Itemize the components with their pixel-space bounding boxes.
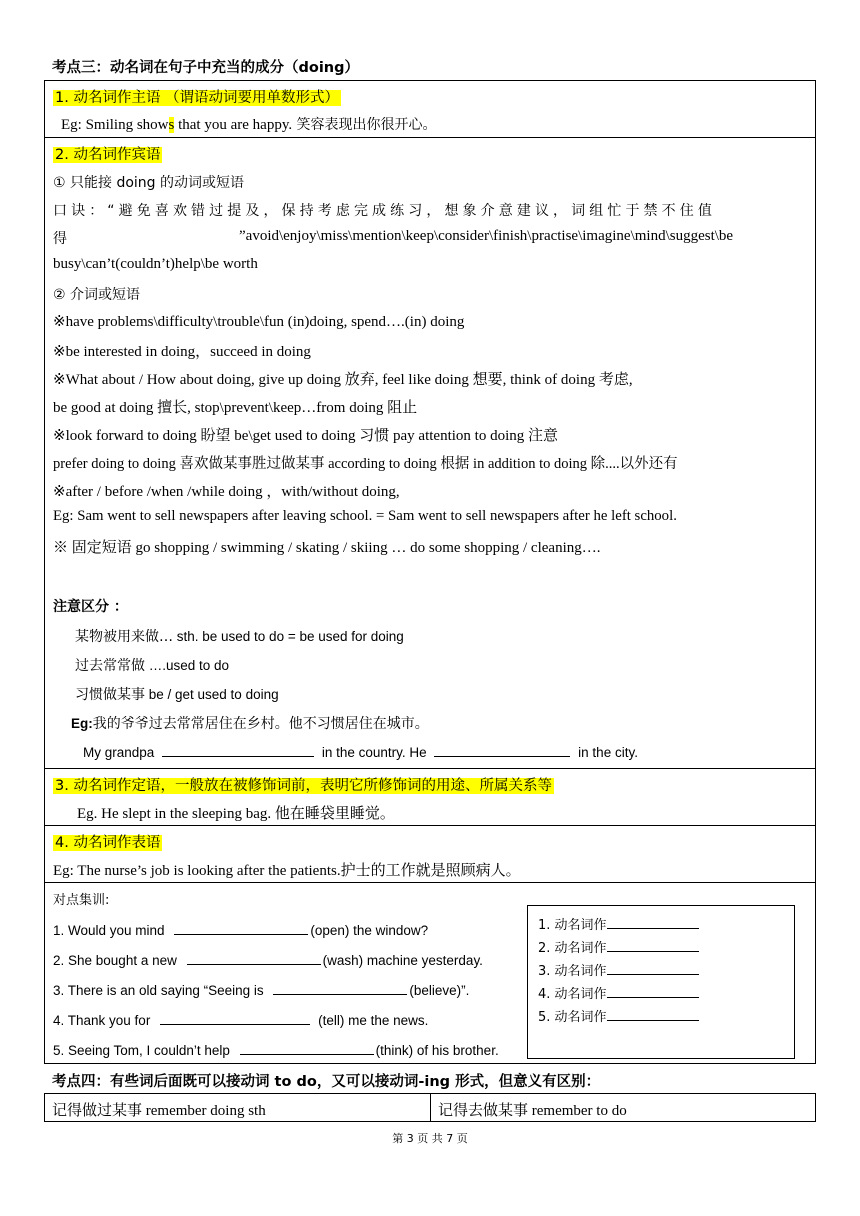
mnemonic-line-2: 得 ”avoid\enjoy\miss\mention\keep\consider\finish\practise\imagine\mind\suggest\be [53, 228, 734, 247]
remember-table [44, 1093, 816, 1122]
phrase-line-8: Eg: Sam went to sell newspapers after leaving school. = Sam went to sell newspapers after he left school. [53, 508, 677, 524]
gerund-table [44, 80, 816, 1064]
fill-blank-2[interactable] [434, 743, 570, 757]
part2-sub1: ① 只能接 doing 的动词或短语 [53, 175, 245, 191]
phrase-line-2: ※be interested in doing，succeed in doing [53, 344, 311, 360]
q3-blank[interactable] [273, 981, 407, 995]
q5-blank[interactable] [240, 1041, 374, 1055]
practice-q1: 1. Would you mind (open) the window? [53, 923, 429, 938]
part2-cell [45, 138, 815, 769]
q4-blank[interactable] [160, 1011, 310, 1025]
phrase-line-7: ※after / before /when /while doing ，with/without doing, [53, 484, 400, 500]
part1-cell [45, 81, 815, 138]
fill-blank-1[interactable] [162, 743, 314, 757]
section-heading-4: 考点四：有些词后面既可以接动词 to do，又可以接动词-ing 形式，但意义有区别： [52, 1074, 601, 1090]
q2-blank[interactable] [187, 951, 321, 965]
part3-title: 3. 动名词作定语，一般放在被修饰词前，表明它所修饰词的用途、所属关系等 [55, 778, 552, 794]
answer-blank-3[interactable] [607, 961, 699, 975]
part3-example: Eg. He slept in the sleeping bag. 他在睡袋里睡觉。 [77, 806, 395, 822]
note-line-2: 过去常常做 ….used to do [75, 658, 230, 674]
answer-line-3: 3. 动名词作 [538, 960, 699, 979]
answer-blank-2[interactable] [607, 938, 699, 952]
note-title: 注意区分 ： [53, 599, 128, 615]
part3-cell [45, 769, 815, 826]
column-divider [430, 1094, 431, 1121]
remember-doing-cell: 记得做过某事 remember doing sth [52, 1103, 266, 1119]
practice-q5: 5. Seeing Tom, I couldn’t help (think) of his brother. [53, 1043, 499, 1058]
section-heading-3: 考点三：动名词在句子中充当的成分（doing） [52, 60, 360, 76]
phrase-line-5: ※look forward to doing 盼望 be\get used to doing 习惯 pay attention to doing 注意 [53, 428, 559, 444]
phrase-line-4: be good at doing 擅长, stop\prevent\keep…from doing 阻止 [53, 400, 418, 416]
part1-title: 1. 动名词作主语 （谓语动词要用单数形式） [55, 90, 340, 106]
answer-blank-1[interactable] [607, 915, 699, 929]
remember-to-do-cell: 记得去做某事 remember to do [438, 1103, 627, 1119]
answer-box [527, 905, 795, 1059]
note-line-1: 某物被用来做… sth. be used to do = be used for doing [75, 629, 404, 645]
part4-example: Eg: The nurse’s job is looking after the patients.护士的工作就是照顾病人。 [53, 863, 521, 879]
practice-q2: 2. She bought a new (wash) machine yesterday. [53, 953, 483, 968]
note-example: Eg:我的爷爷过去常常居住在乡村。他不习惯居住在城市。 [71, 716, 429, 732]
part4-title: 4. 动名词作表语 [55, 835, 161, 851]
practice-q4: 4. Thank you for (tell) me the news. [53, 1013, 429, 1028]
phrase-line-9: ※ 固定短语 go shopping / swimming / skating / skiing … do some shopping / cleaning…. [53, 540, 601, 556]
practice-q3: 3. There is an old saying “Seeing is (believe)”. [53, 983, 470, 998]
part2-sub2: ② 介词或短语 [53, 287, 141, 303]
answer-line-2: 2. 动名词作 [538, 937, 699, 956]
part2-title: 2. 动名词作宾语 [55, 147, 161, 163]
note-fill-line: My grandpa in the country. He in the city. [83, 745, 638, 760]
answer-line-4: 4. 动名词作 [538, 983, 699, 1002]
phrase-line-6: prefer doing to doing 喜欢做某事胜过做某事 according to doing 根据 in addition to doing 除....以外还有 [53, 456, 678, 472]
answer-blank-5[interactable] [607, 1007, 699, 1021]
practice-title: 对点集训: [53, 893, 110, 908]
phrase-line-1: ※have problems\difficulty\trouble\fun (in)doing, spend….(in) doing [53, 314, 465, 330]
answer-blank-4[interactable] [607, 984, 699, 998]
part1-example: Eg: Smiling shows that you are happy. 笑容表现出你很开心。 [61, 117, 437, 133]
page-footer: 第 3 页 共 7 页 [392, 1132, 468, 1145]
q1-blank[interactable] [174, 921, 308, 935]
note-line-3: 习惯做某事 be / get used to doing [75, 687, 279, 703]
practice-cell [45, 883, 815, 1063]
answer-line-1: 1. 动名词作 [538, 914, 699, 933]
phrase-line-3: ※What about / How about doing, give up doing 放弃, feel like doing 想要, think of doing 考虑, [53, 372, 633, 388]
mnemonic-line-3: busy\can’t(couldn’t)help\be worth [53, 256, 258, 272]
part4-cell [45, 826, 815, 883]
answer-line-5: 5. 动名词作 [538, 1006, 699, 1025]
mnemonic-line-1: 口诀：“避免喜欢错过提及，保持考虑完成练习，想象介意建议，词组忙于禁不住值 [53, 203, 716, 219]
